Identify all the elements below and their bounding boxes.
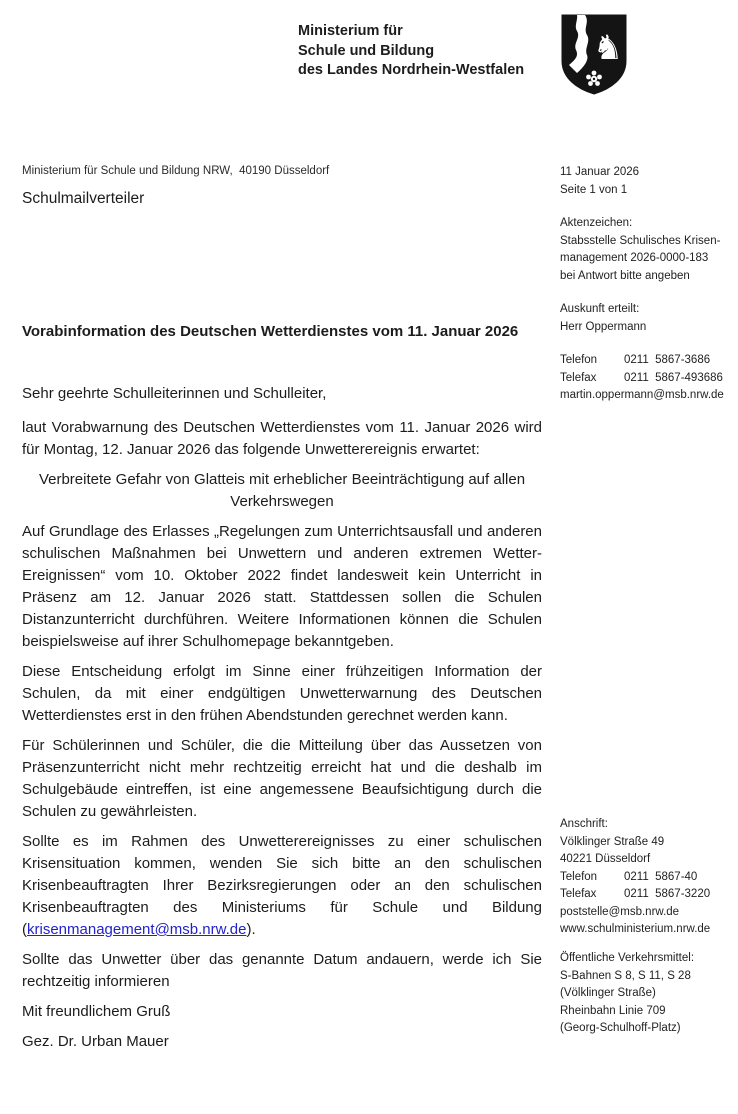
nrw-coat-of-arms-icon <box>556 12 632 98</box>
page-number: Seite 1 von 1 <box>560 183 628 196</box>
transport-line: (Völklinger Straße) <box>560 987 656 999</box>
file-reference-line: Stabsstelle Schulisches Krisen- <box>560 234 721 247</box>
transport-line: (Georg-Schulhoff-Platz) <box>560 1022 681 1034</box>
office-email: poststelle@msb.nrw.de <box>560 905 680 918</box>
svg-text:♞: ♞ <box>592 28 624 68</box>
contact-label: Auskunft erteilt: <box>560 303 640 315</box>
phone-label: Telefon <box>560 354 598 366</box>
file-reference-label: Aktenzeichen: <box>560 217 633 229</box>
ministry-website: www.schulministerium.nrw.de <box>560 923 711 935</box>
subject-line: Vorabinformation des Deutschen Wetterdienstes vom 11. Januar 2026 <box>22 323 519 340</box>
phone-row <box>560 352 736 370</box>
address-label: Anschrift: <box>560 818 608 830</box>
contact-name: Herr Oppermann <box>560 320 647 333</box>
signature-name: Gez. Dr. Urban Mauer <box>22 1033 169 1050</box>
address-line: Völklinger Straße 49 <box>560 835 665 848</box>
paragraph-early-information: Diese Entscheidung erfolgt im Sinne einer frühzeitigen Information der Schulen, da mit einer endgültigen Unwetterwarnung des Deutschen Wetterdienstes erst in den frühen Abendstunden gerechnet werden kann. <box>22 663 542 724</box>
crisis-contact-text-after: ). <box>246 921 256 938</box>
file-reference-line: bei Antwort bitte angeben <box>560 269 690 282</box>
ministry-name-line: Schule und Bildung <box>298 42 435 59</box>
office-phone-number: 0211 5867-40 <box>624 870 698 883</box>
ministry-name-line: des Landes Nordrhein-Westfalen <box>298 62 525 78</box>
crisis-management-email-link[interactable]: krisenmanagement@msb.nrw.de <box>27 921 247 938</box>
ministry-name-line: Ministerium für <box>298 23 403 39</box>
transport-line: S-Bahnen S 8, S 11, S 28 <box>560 969 691 982</box>
crisis-contact-text-before: Sollte es im Rahmen des Unwetterereignisses zu einer schulischen Krisensituation kommen, wenden Sie sich bitte an den schulischen Krisenbeauftragten Ihrer Bezirksregierungen oder an den schulischen Krisenbeauftragten des Ministeriums für Schule und Bildung ( <box>22 833 542 938</box>
ministry-name <box>298 22 524 81</box>
fax-row <box>560 370 736 388</box>
closing-greeting: Mit freundlichem Gruß <box>22 1003 171 1020</box>
transport-label: Öffentliche Verkehrsmittel: <box>560 952 695 964</box>
office-phone-row <box>560 869 736 887</box>
weather-warning-text: Verbreitete Gefahr von Glatteis mit erheblicher Beeinträchtigung auf allen Verkehrswegen <box>38 471 526 510</box>
paragraph-forewarning: laut Vorabwarnung des Deutschen Wetterdienstes vom 11. Januar 2026 wird für Montag, 12. Januar 2026 das folgende Unwetterereignis erwartet: <box>22 419 542 458</box>
info-column-transport <box>560 950 736 1038</box>
info-column-address <box>560 816 736 939</box>
info-column-top <box>560 164 736 405</box>
letter-date: 11 Januar 2026 <box>560 166 640 178</box>
contact-email: martin.oppermann@msb.nrw.de <box>560 389 724 401</box>
office-fax-label: Telefax <box>560 888 597 900</box>
phone-number: 0211 5867-3686 <box>624 354 711 366</box>
paragraph-decree: Auf Grundlage des Erlasses „Regelungen zum Unterrichtsausfall und anderen schulischen Maßnahmen bei Unwettern und anderen extremen Wetter-Ereignissen“ vom 10. Oktober 2022 findet landesweit kein Unterricht in Präsenz am 12. Januar 2026 statt. Stattdessen sollen die Schulen Distanzunterricht durchführen. Weitere Informationen können die Schulen beispielsweise auf ihrer Schulhomepage bekanntgeben. <box>22 523 542 650</box>
transport-line: Rheinbahn Linie 709 <box>560 1004 666 1017</box>
paragraph-further-updates: Sollte das Unwetter über das genannte Datum andauern, werde ich Sie rechtzeitig informieren <box>22 951 542 990</box>
paragraph-crisis-contact <box>22 831 542 941</box>
paragraph-supervision: Für Schülerinnen und Schüler, die die Mitteilung über das Aussetzen von Präsenzunterricht nicht mehr rechtzeitig erreicht hat und die deshalb im Schulgebäude eintreffen, ist eine angemessene Beaufsichtigung durch die Schulen zu gewährleisten. <box>22 737 542 820</box>
salutation: Sehr geehrte Schulleiterinnen und Schulleiter, <box>22 385 327 402</box>
fax-number: 0211 5867-493686 <box>624 371 723 384</box>
fax-label: Telefax <box>560 371 597 384</box>
office-fax-row <box>560 886 736 904</box>
recipient-name: Schulmailverteiler <box>22 190 145 207</box>
sender-return-address: Ministerium für Schule und Bildung NRW, 40190 Düsseldorf <box>22 165 330 177</box>
file-reference-line: management 2026-0000-183 <box>560 252 709 264</box>
office-phone-label: Telefon <box>560 870 598 883</box>
letter-body <box>22 322 542 1061</box>
address-line: 40221 Düsseldorf <box>560 853 651 865</box>
office-fax-number: 0211 5867-3220 <box>624 888 711 900</box>
